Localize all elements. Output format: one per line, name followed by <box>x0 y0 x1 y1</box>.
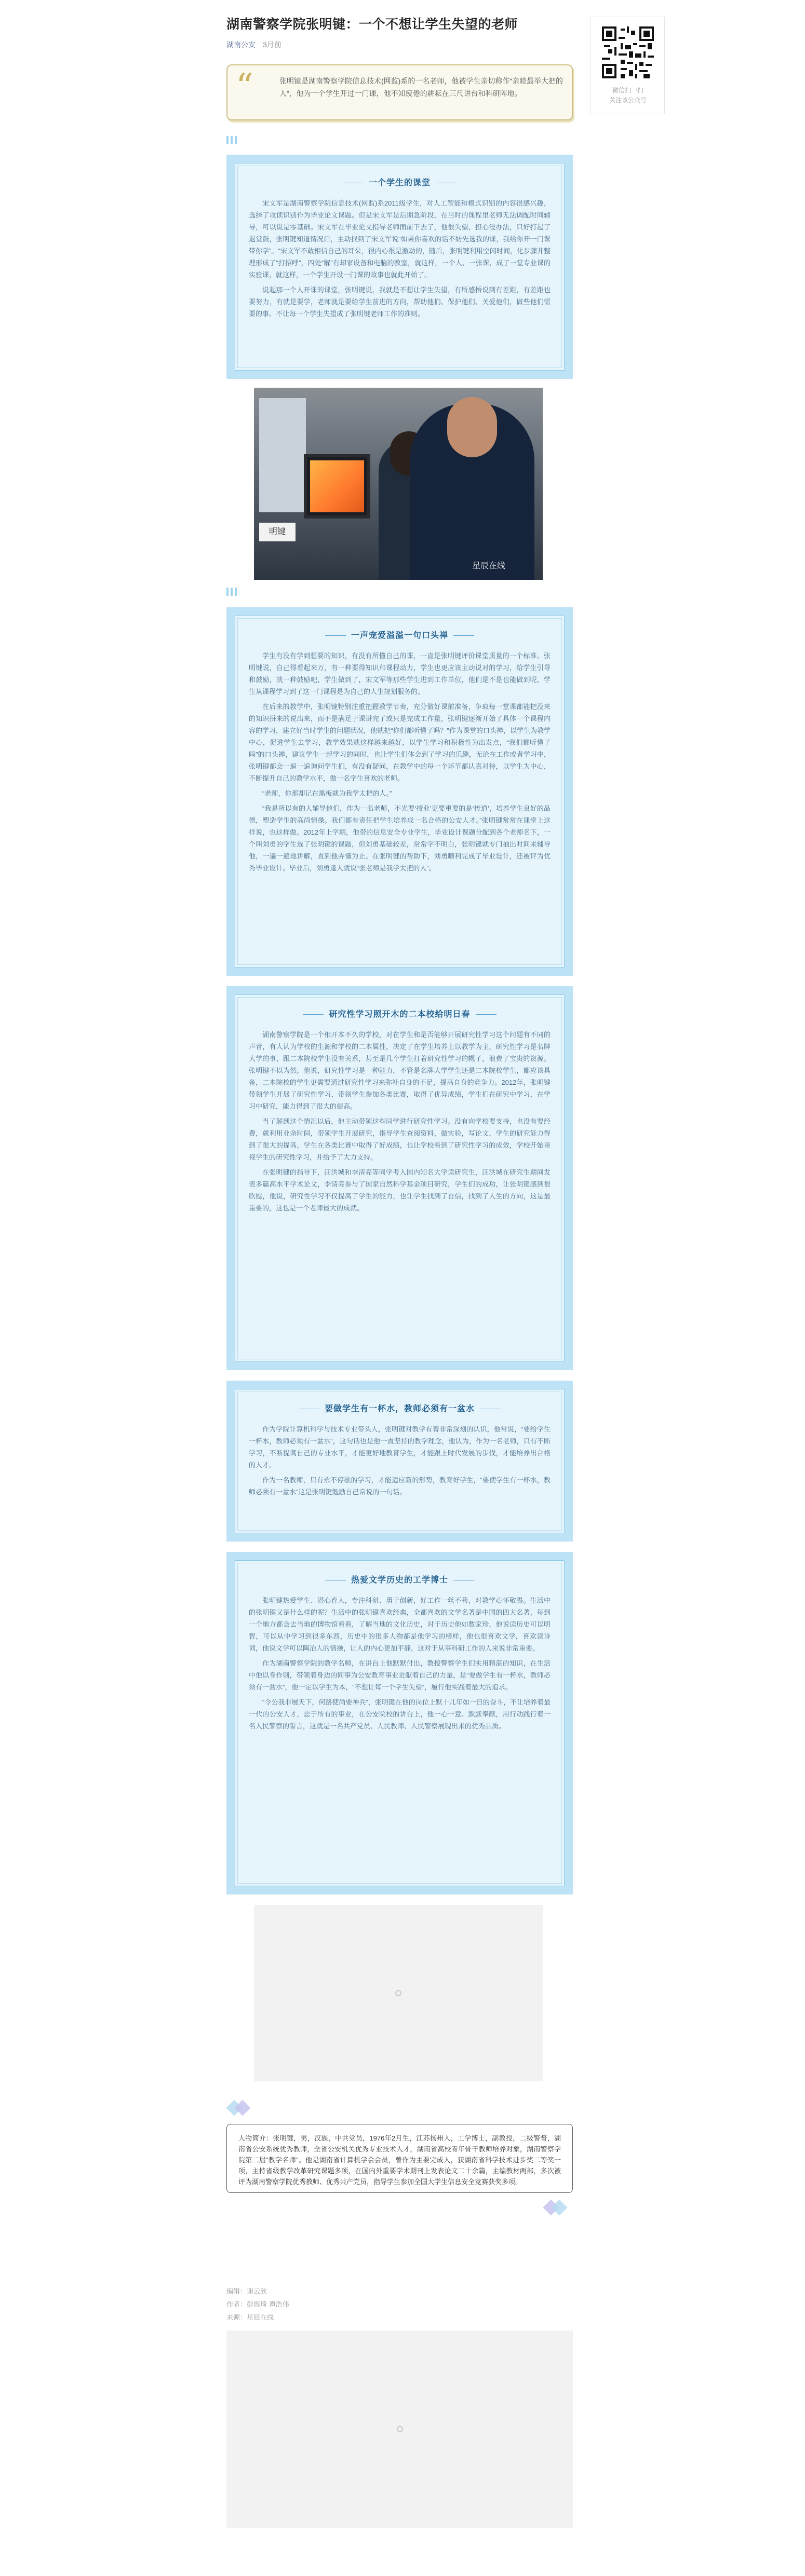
section-paragraph: 湖南警察学院是一个相开本不久的学校，对在学生和是否能够开展研究性学习这个问题有不同的声音，有人认为学校的生源和学校的二本属性，决定了在学生培养上以教学为主，研究性学习是名牌大学的事，跟二本院校学生没有关系，甚至是几个学生打着研究性学习的幌子，浪费了宝贵的资源。张明键不以为然，他说，研究性学习是一种能力，不管是名牌大学学生还是二本院校学生，都应该具备，二本院校的学生更需要通过研究性学习来弥补自身的不足，提高自身的竞争力。2012年，张明键带领学生开展了研究性学习，带领学生参加各类比赛，取得了优异成绩，学生们在研究中学习，在学习中研究，能力得到了很大的提高。 <box>249 1031 551 1110</box>
bar-decoration <box>226 588 237 596</box>
bio-text: 人物简介：张明键，男，汉族，中共党员，1976年2月生，江苏扬州人，工学博士，副教授，二级警督，湖南省公安系统优秀教师，全省公安机关优秀专业技术人才，湖南省高校青年骨干教师培养对象，湖南警察学院第二届“教学名师”。他是湖南省计算机学会会员，曾作为主要完成人，获湖南省科学技术进步奖二等奖一项，主持省级教学改革研究课题多项，在国内外重要学术期刊上发表论文二十余篇，主编教材两部，多次被评为湖南警察学院优秀教师、优秀共产党员，指导学生参加全国大学生信息安全竞赛获奖多项。 <box>238 2134 561 2186</box>
section-card-1 <box>226 155 573 379</box>
editor-line: 编辑：谢云欣 <box>226 2287 267 2295</box>
section-card-3 <box>226 986 573 1370</box>
section-card-4 <box>226 1381 573 1542</box>
section-paragraph: 说起那一个人开课的课堂，张明键说，我就是不想让学生失望，有所感悟说到有差距，有差距也要努力，有就是要学，老师就是要给学生前进的方向，帮助他们、保护他们、关爱他们，做些他们需要的事。不让每一个学生失望成了张明键老师工作的准则。 <box>249 286 551 318</box>
source-line: 来源：星辰在线 <box>226 2313 274 2321</box>
section-heading: 要做学生有一杯水，教师必须有一盆水 <box>249 1402 551 1414</box>
photo-watermark: 星辰在线 <box>472 562 506 570</box>
qr-panel <box>590 17 665 114</box>
section-paragraph: “令公我非展天下，何路使尚要神兵”，张明键在他的岗位上默十几年如一日的奋斗，不让培养着最一代的公安人才，忠于所有的事业，在公安院校的讲台上，他一心一意、默默奉献，用行动践行着一名人民警察的誓言，这就是一名共产党员、人民教师、人民警察展现出来的优秀品质。 <box>249 1698 551 1730</box>
section-heading: 一个学生的课堂 <box>249 176 551 188</box>
image-placeholder <box>226 2330 573 2528</box>
diamond-decoration <box>229 2102 245 2114</box>
qr-caption: 微信扫一扫 关注该公众号 <box>609 87 647 104</box>
account-link[interactable]: 湖南公安 <box>226 40 256 49</box>
publish-date: 3月前 <box>263 40 281 49</box>
section-paragraph: “我是所以有的人辅导他们，作为一名老师，不光要‘授业’更要重要的是‘传道’，培养学生良好的品德，塑造学生的高尚情操。我们都有责任把学生培养成一名合格的公安人才。”张明键常常在课堂上这样说，也这样做。2012年上学期，他带的信息安全专业学生，毕业设计课题分配到各个老师名下，一个叫刘勇的学生选了张明键的课题，但刘勇基础较差，常常学不明白，张明键就专门抽出时间来辅导他，一遍一遍地讲解，直到他弄懂为止。在张明键的帮助下，刘勇顺利完成了毕业设计，还被评为优秀毕业设计。毕业后，刘勇逢人就说“张老师是我学太把的人”。 <box>249 805 551 872</box>
section-paragraph: 作为湖南警察学院的教学名师，在讲台上他默默付出，教授警察学生们实用精湛的知识，在生活中他以身作则，带领着身边的同事为公安教育事业贡献着自己的力量，是“要做学生有一杯水，教师必须有一盆水”，他一定以学生为本，“不想让每一个学生失望”，履行他实践着最大的追求。 <box>249 1659 551 1691</box>
article-meta <box>226 39 573 50</box>
article-photo <box>254 388 543 580</box>
section-paragraph: 学生有没有学到想要的知识，有没有所懂自己的课，一直是张明键评价课堂质量的一个标准。张明键说，自己得看起来万，有一种要得知识和课程动力，学生也更应该主动说对的学习，给学生引导和鼓励，就一种鼓励吧，学生做到了，宋文军等那些学生进到工作单位，他们是不是也能做到呢，学生从课程学习到了这一门课程是为自己的人生规划服务的。 <box>249 652 551 696</box>
image-placeholder <box>254 1905 543 2081</box>
section-card-5 <box>226 1552 573 1894</box>
footer-meta <box>226 2285 289 2324</box>
section-card-2 <box>226 607 573 976</box>
author-line: 作者：彭煜琦 谭浩伟 <box>226 2300 289 2308</box>
intro-quote-box <box>226 64 573 120</box>
article-header <box>226 15 573 50</box>
section-paragraph: 宋文军是湖南警察学院信息技术(网监)系2011级学生，对人工智能和模式识别的内容很感兴趣，选择了攻读识别作为毕业论文课题。但是宋文军是后期急阶段，在当时的课程里老师无法调配时间辅导，可以说是零基础。宋文军在毕业论文指导老师面前下去了，他很失望，担心没办法，只好打起了退堂鼓，张明键知道情况后，主动找到了宋文军说“如果你喜欢的话不妨先选我的课，我给你开一门课带你学”。“宋文军不敢相信自己的耳朵，很内心很是激动的，随后，张明键利用空闲时间，化步骤并整理形成了“打招呼”，四处“解”有却家设备和电脑的教室，就这样，一个人、一张课，成了一堂专业课的实验课，就这样，一个学生开设一门课的故事也就此开始了。 <box>249 199 551 279</box>
section-heading: 热爱文学历史的工学博士 <box>249 1573 551 1585</box>
section-heading: 研究性学习照开木的二本校给明日春 <box>249 1007 551 1019</box>
section-paragraph: 在后来的教学中，张明键特别注重把握教学节奏，充分做好课前准备，争取每一堂课都能把没来的知识拼来的说出来，而不是满足于课讲完了或只是完成工作量，张明键逐渐开始了具体一个课程内容的学习，建立好当时学生的问题状况，他就把“你们都听懂了吗？”作为课堂的口头禅，以学生为教学中心，促进学生去学习，教学效果就这样越来越好，以学生学习和积极性为出发点，“我们都听懂了吗”的口头禅，建议学生一起学习的同时，也让学生们体会到了学习的乐趣，无论在工作或者学习中，张明键都会一遍一遍询问学生们，有没有疑问，在教学中的每一个环节都认真对待，以学生为中心，不断提升自己的教学水平，做一名学生喜欢的老师。 <box>249 703 551 782</box>
diamond-decoration <box>545 2202 562 2213</box>
qr-code-icon <box>602 26 654 78</box>
section-paragraph: “老师，你那却记在黑板就为我学太把的人。” <box>262 789 392 797</box>
intro-text: 张明键是湖南警察学院信息技术(网监)系的一名老师，他被学生亲切称作“亲睦最举大把的人”，他为一个学生开过一门课，他不知疲倦的耕耘在三尺讲台和科研阵地。 <box>279 77 563 98</box>
name-plate: 明键 <box>259 523 296 541</box>
loading-icon <box>395 1990 401 1996</box>
section-paragraph: 张明键热爱学生、潜心育人，专注科研、勇于创新，好工作一丝不苟，对教学心怀敬畏。生活中的张明键又是什么样的呢？生活中的张明键喜欢经典，全都喜欢的文学名著是中国的四大名著，每到一个地方都会去当地的博物馆看看，了解当地的文化历史，对于历史他如数家珍，他说读历史可以明智，可以从中学习到很多东西，历史中的很多人物都是他学习的榜样，他也很喜欢文学，喜欢读诗词，他说文学可以陶冶人的情操，让人的内心更加平静，这对于从事科研工作的人来说非常重要。 <box>249 1597 551 1652</box>
article-title: 湖南警察学院张明键：一个不想让学生失望的老师 <box>226 17 518 32</box>
section-paragraph: 作为一名教师，只有永不停歇的学习，才能适应新的形势，教育好学生，“要使学生有一杯水，教师必须有一盆水”这是张明键勉励自己常说的一句话。 <box>249 1476 551 1496</box>
loading-icon <box>397 2426 403 2432</box>
bar-decoration <box>226 136 237 144</box>
section-paragraph: 作为学院计算机科学与技术专业带头人，张明键对教学有着非常深刻的认识，他常说，“要给学生一杯水，教师必须有一盆水”，这句话也是他一直坚持的教学理念，他认为，作为一名老师，只有不断学习，不断提高自己的专业水平，才能更好地教育学生，才能跟上时代发展的步伐，才能培养出合格的人才。 <box>249 1425 551 1469</box>
section-paragraph: 当了解到这个情况以后，他主动带领这些同学进行研究性学习。没有向学校要支持，也没有要经费，就利用业余时间，带领学生开展研究，指导学生查阅资料，做实验，写论文，学生的研究能力得到了很大的提高，学生在各类比赛中取得了好成绩，也让学校看到了研究性学习的成效，学校开始重视学生的研究性学习，并给予了大力支持。 <box>249 1117 551 1161</box>
quote-icon: “ <box>236 66 253 106</box>
section-heading: 一声宠爱溢溢一句口头禅 <box>249 629 551 640</box>
section-paragraph: 在张明键的指导下，汪洪城和李清亮等同学考入国内知名大学读研究生，汪洪城在研究生期间发表多篇高水平学术论文，李清亮参与了国家自然科学基金项目研究，学生们的成功，让张明键感到很欣慰，他说，研究性学习不仅提高了学生的能力，也让学生找到了自信，找到了人生的方向，这是最重要的，这也是一个老师最大的成就。 <box>249 1168 551 1212</box>
author-bio-box <box>226 2124 573 2193</box>
